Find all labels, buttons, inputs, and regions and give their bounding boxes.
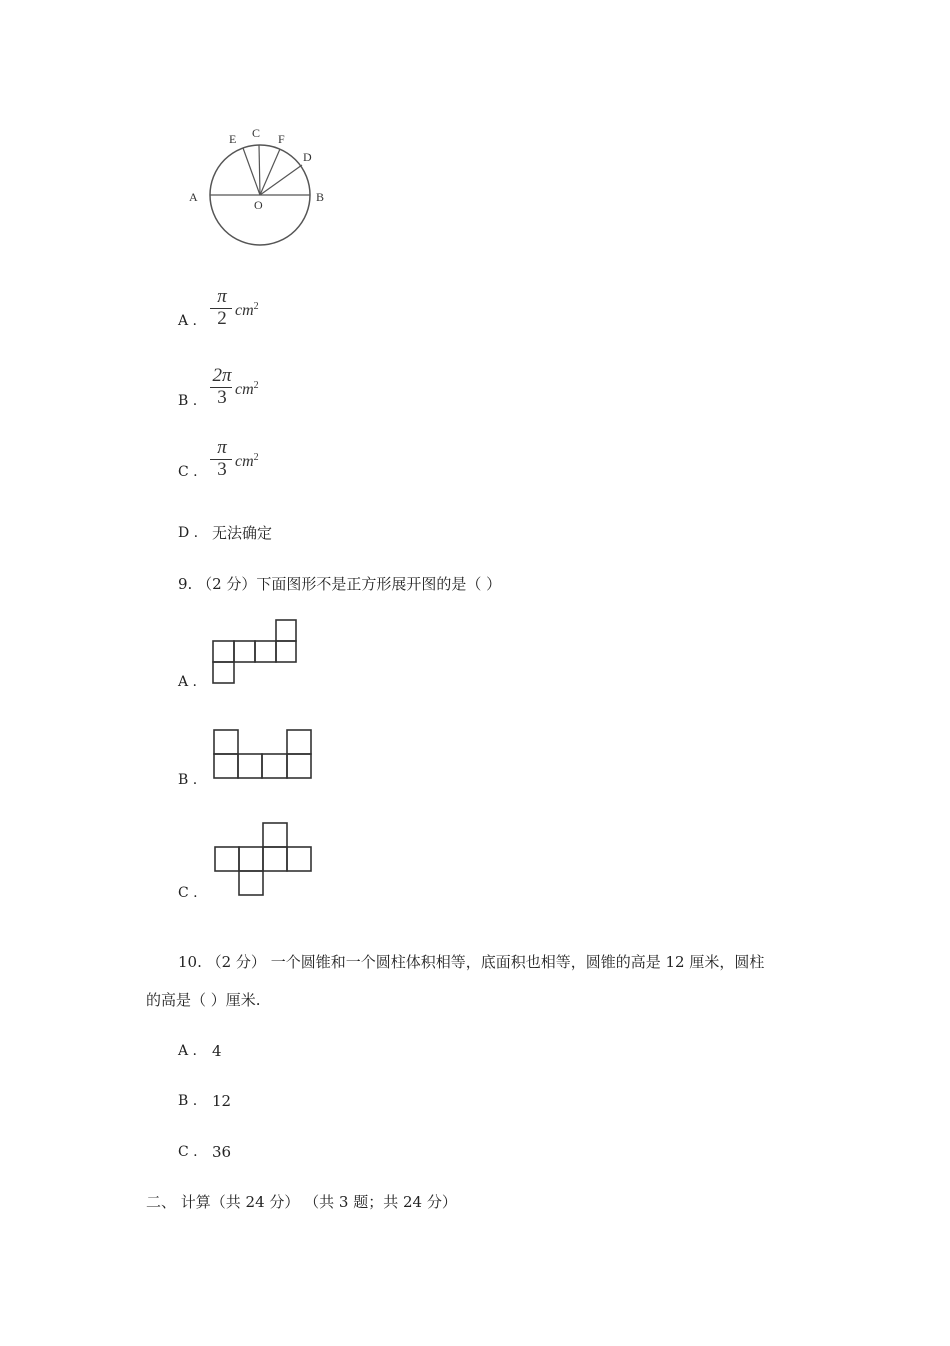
unit-base: cm — [235, 381, 254, 398]
option-text: 4 — [212, 1042, 222, 1060]
fraction-denominator: 3 — [217, 387, 227, 408]
question-10-stem-line2: 的高是（ ）厘米. — [146, 991, 261, 1009]
label-o: O — [254, 198, 263, 212]
option-text: 无法确定 — [212, 524, 273, 542]
unit — [235, 298, 259, 320]
option-text: 12 — [212, 1092, 232, 1110]
net-figure-b — [212, 729, 322, 789]
label-f: F — [278, 132, 285, 146]
option-label: C . — [178, 1144, 198, 1160]
label-c: C — [252, 126, 261, 140]
question-10-stem-line1: 10. （2 分） 一个圆锥和一个圆柱体积相等，底面积也相等，圆锥的高是 12 厘米，圆柱 — [178, 953, 765, 971]
net-square — [213, 662, 234, 683]
option-label: B . — [178, 772, 198, 788]
fraction-numerator: 2π — [212, 365, 232, 386]
net-square — [263, 847, 287, 871]
fraction-denominator: 3 — [217, 459, 227, 480]
net-square — [238, 754, 262, 778]
net-square — [287, 754, 311, 778]
net-square — [239, 847, 263, 871]
question-9-stem: 9. （2 分）下面图形不是正方形展开图的是（ ） — [178, 575, 502, 593]
net-square — [276, 620, 296, 641]
unit-exponent: 2 — [253, 452, 259, 463]
option-label: B . — [178, 393, 198, 409]
net-square — [214, 730, 238, 754]
label-d: D — [303, 150, 312, 164]
unit-exponent: 2 — [253, 380, 259, 391]
unit — [235, 377, 259, 399]
option-label: B . — [178, 1093, 198, 1109]
unit-base: cm — [235, 302, 254, 319]
fraction-denominator: 2 — [217, 308, 227, 329]
circle-figure — [185, 120, 345, 260]
unit-base: cm — [235, 453, 254, 470]
option-label: C . — [178, 464, 198, 480]
section-2-heading: 二、 计算（共 24 分） （共 3 题；共 24 分） — [146, 1193, 457, 1211]
label-e: E — [229, 132, 237, 146]
unit — [235, 449, 259, 471]
net-square — [287, 730, 311, 754]
unit-exponent: 2 — [253, 301, 259, 312]
net-square — [215, 847, 239, 871]
radius-oc — [259, 145, 260, 195]
net-square — [214, 754, 238, 778]
option-label: A . — [178, 1043, 198, 1059]
option-label: C . — [178, 885, 198, 901]
net-square — [239, 871, 263, 895]
option-label: A . — [178, 313, 198, 329]
net-square — [255, 641, 276, 662]
radius-oe — [243, 148, 260, 195]
net-square — [213, 641, 234, 662]
net-square — [287, 847, 311, 871]
fraction-numerator: π — [217, 437, 227, 458]
fraction-numerator: π — [217, 286, 227, 307]
label-b: B — [316, 190, 325, 204]
net-square — [276, 641, 296, 662]
net-square — [262, 754, 287, 778]
net-square — [234, 641, 255, 662]
net-figure-a — [212, 619, 312, 689]
option-label: D . — [178, 525, 199, 541]
option-text: 36 — [212, 1143, 232, 1161]
net-figure-c — [212, 821, 322, 901]
net-square — [263, 823, 287, 847]
option-label: A . — [178, 674, 198, 690]
label-a: A — [189, 190, 198, 204]
